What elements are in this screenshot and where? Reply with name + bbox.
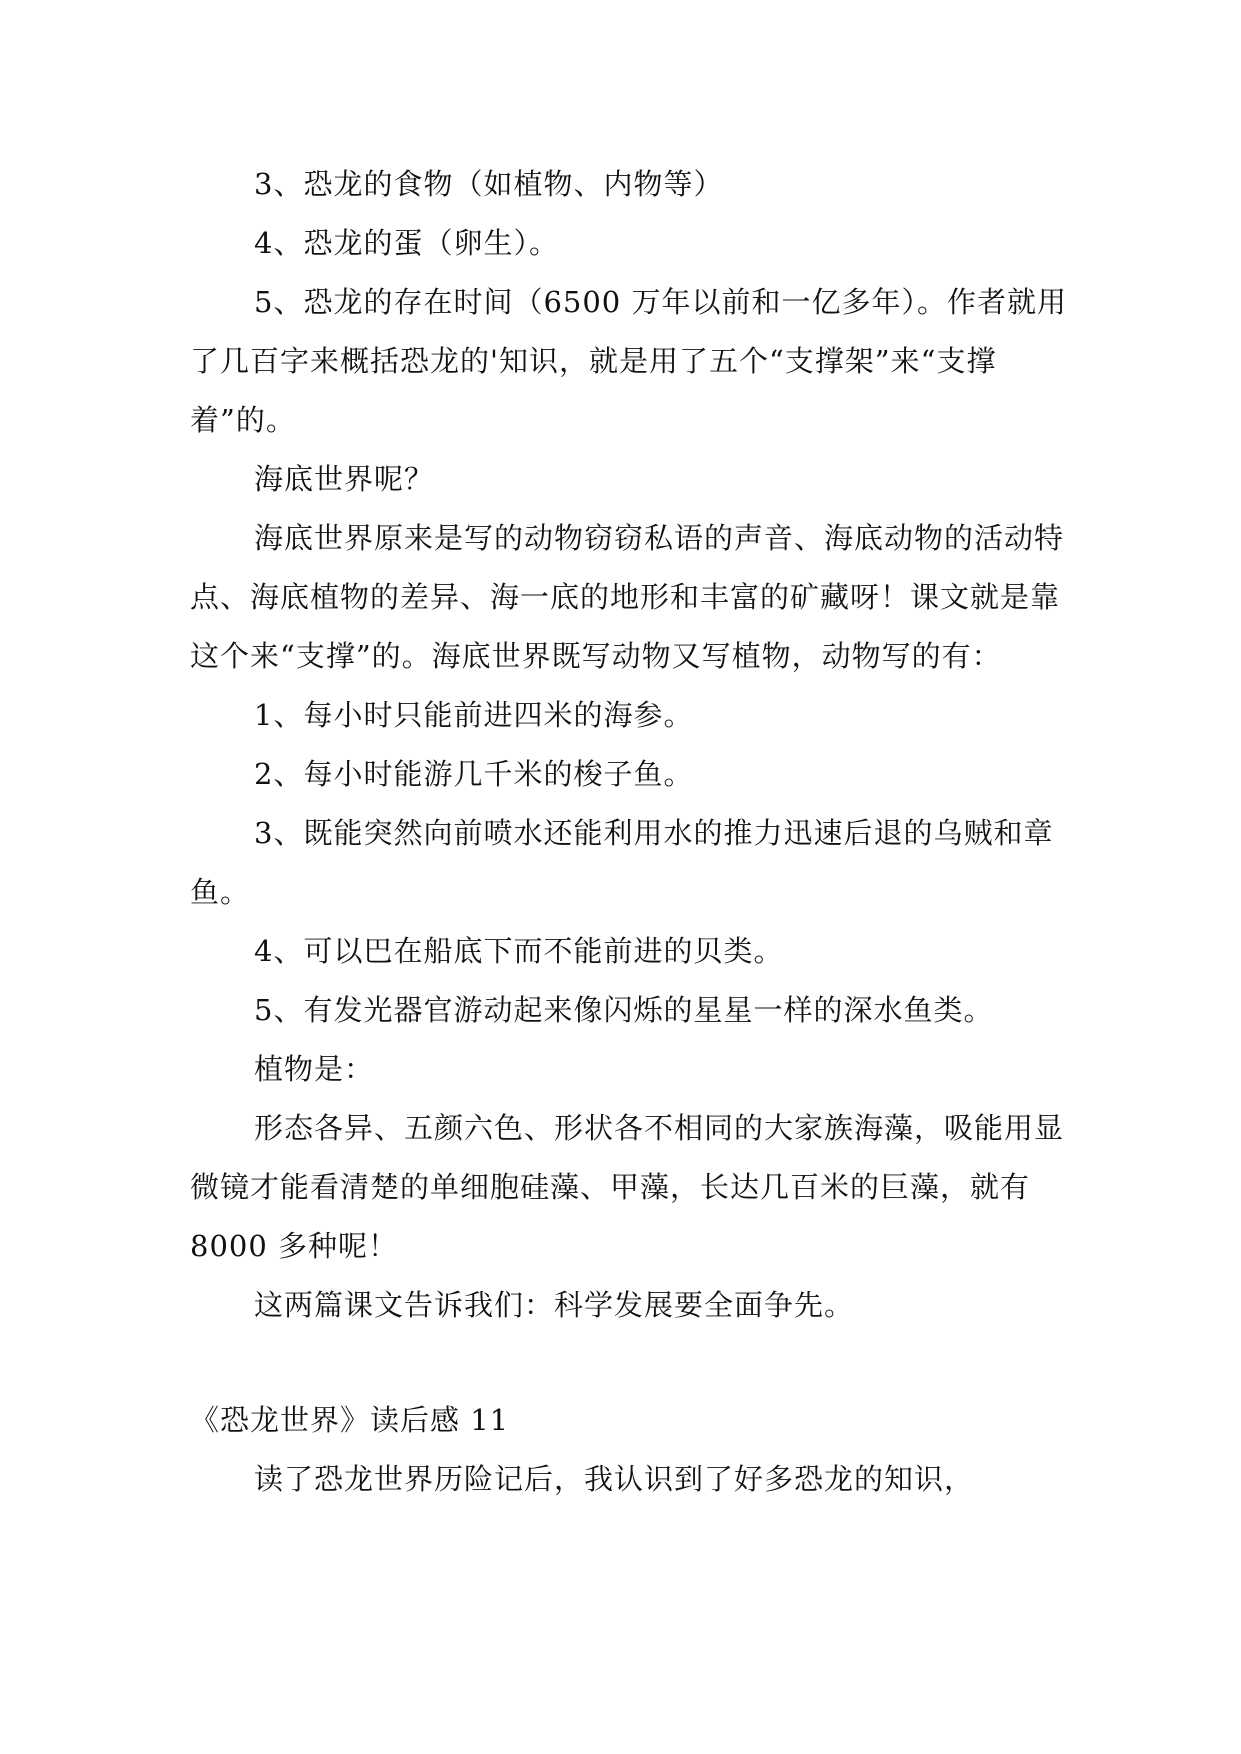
section-gap: [190, 1335, 1070, 1391]
paragraph: 1、每小时只能前进四米的海参。: [254, 698, 694, 732]
paragraph: 4、恐龙的蛋（卵生）。: [254, 226, 559, 260]
section-heading: 《恐龙世界》读后感 11: [190, 1403, 510, 1437]
paragraph: 3、既能突然向前喷水还能利用水的推力迅速后退的乌贼和章鱼。: [190, 816, 1054, 909]
paragraph: 海底世界原来是写的动物窃窃私语的声音、海底动物的活动特点、海底植物的差异、海一底的地形和丰富的矿藏呀！课文就是靠这个来“支撑”的。海底世界既写动物又写植物，动物写的有：: [190, 521, 1065, 673]
document-body: [190, 155, 1070, 1509]
paragraph: 3、恐龙的食物（如植物、内物等）: [254, 167, 724, 201]
paragraph: 海底世界呢？: [254, 462, 435, 496]
paragraph: 5、恐龙的存在时间（6500 万年以前和一亿多年）。作者就用了几百字来概括恐龙的'知识，就是用了五个“支撑架”来“支撑着”的。: [190, 285, 1067, 437]
paragraph: 5、有发光器官游动起来像闪烁的星星一样的深水鱼类。: [254, 993, 994, 1027]
paragraph: 这两篇课文告诉我们：科学发展要全面争先。: [254, 1288, 855, 1322]
paragraph: 4、可以巴在船底下而不能前进的贝类。: [254, 934, 784, 968]
paragraph: 形态各异、五颜六色、形状各不相同的大家族海藻，吸能用显微镜才能看清楚的单细胞硅藻、甲藻，长达几百米的巨藻，就有 8000 多种呢！: [190, 1111, 1065, 1263]
paragraph: 2、每小时能游几千米的梭子鱼。: [254, 757, 694, 791]
paragraph: 植物是：: [254, 1052, 375, 1086]
paragraph: 读了恐龙世界历险记后，我认识到了好多恐龙的知识，: [254, 1462, 975, 1496]
